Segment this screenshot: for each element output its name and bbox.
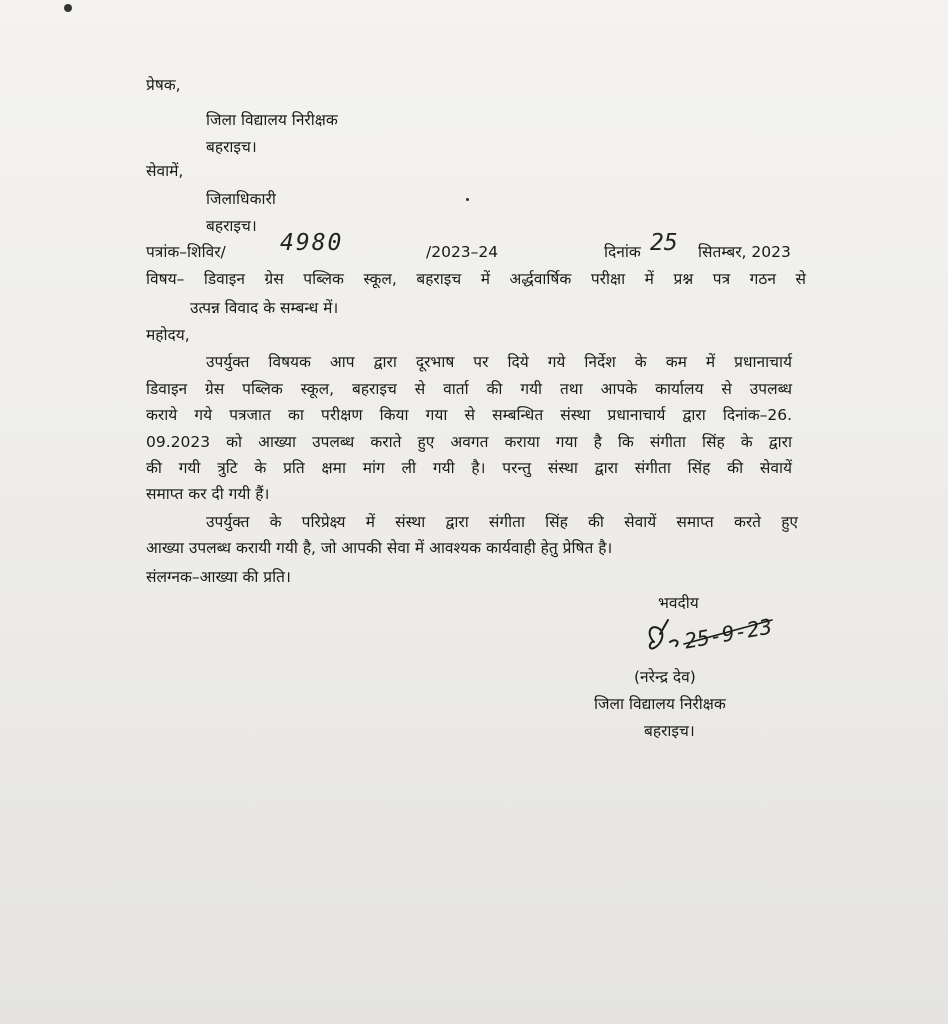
date-day: 25 [650, 230, 678, 256]
sender-label: प्रेषक, [146, 76, 181, 94]
signatory-title: जिला विद्यालय निरीक्षक [594, 695, 726, 713]
recipient-place: बहराइच। [206, 217, 257, 235]
para2-line-2: आख्या उपलब्ध करायी गयी है, जो आपकी सेवा में आवश्यक कार्यवाही हेतु प्रेषित है। [146, 539, 613, 557]
enclosure: संलग्नक–आख्या की प्रति। [146, 568, 291, 586]
para1-line-2: डिवाइन ग्रेस पब्लिक स्कूल, बहराइच से वार्ता की गयी तथा आपके कार्यालय से उपलब्ध [146, 380, 792, 398]
reference-year: /2023–24 [426, 243, 499, 261]
subject-line-1: विषय– डिवाइन ग्रेस पब्लिक स्कूल, बहराइच में अर्द्धवार्षिक परीक्षा में प्रश्न पत्र गठन से [146, 270, 806, 288]
closing: भवदीय [658, 594, 699, 612]
subject-line-2: उत्पन्न विवाद के सम्बन्ध में। [190, 299, 339, 317]
reference-number: 4980 [280, 230, 344, 256]
recipient-title: जिलाधिकारी [206, 190, 276, 208]
para2-line-1: उपर्युक्त के परिप्रेक्ष्य में संस्था द्वारा संगीता सिंह की सेवायें समाप्त करते हुए [206, 513, 798, 531]
para1-line-3: कराये गये पत्रजात का परीक्षण किया गया से सम्बन्धित संस्था प्रधानाचार्य द्वारा दिनांक–26. [146, 406, 792, 424]
recipient-label: सेवामें, [146, 162, 184, 180]
para1-line-5: की गयी त्रुटि के प्रति क्षमा मांग ली गयी है। परन्तु संस्था द्वारा संगीता सिंह की सेवायें [146, 459, 792, 477]
date-prefix: दिनांक [604, 243, 641, 261]
date-rest: सितम्बर, 2023 [698, 243, 791, 261]
ink-dot [466, 198, 469, 201]
signatory-place: बहराइच। [644, 722, 695, 740]
reference-prefix: पत्रांक–शिविर/ [146, 243, 226, 261]
signatory-name: (नरेन्द्र देव) [634, 668, 696, 686]
para1-line-1: उपर्युक्त विषयक आप द्वारा दूरभाष पर दिये गये निर्देश के कम में प्रधानाचार्य [206, 353, 792, 371]
para1-line-6: समाप्त कर दी गयी हैं। [146, 485, 270, 503]
signature-date: 25-9-23 [682, 614, 774, 654]
sender-place: बहराइच। [206, 138, 257, 156]
para1-line-4: 09.2023 को आख्या उपलब्ध कराते हुए अवगत कराया गया है कि संगीता सिंह के द्वारा [146, 433, 792, 451]
salutation: महोदय, [146, 326, 190, 344]
corner-mark [64, 4, 72, 12]
sender-title: जिला विद्यालय निरीक्षक [206, 111, 338, 129]
